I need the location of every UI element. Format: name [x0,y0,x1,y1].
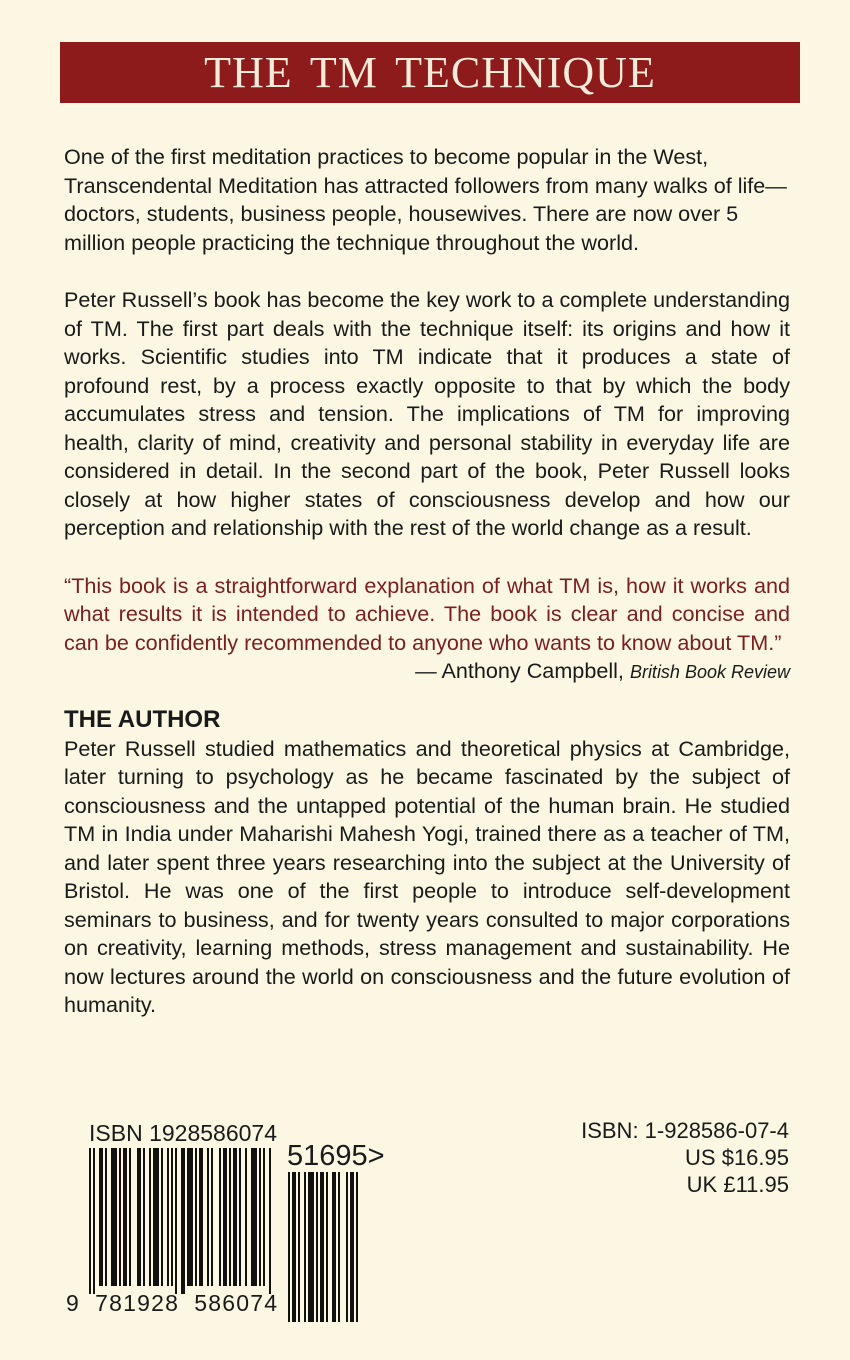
barcode-bar [99,1148,103,1286]
barcode-bar [149,1148,151,1286]
uk-price: UK £11.95 [686,1172,789,1197]
review-source: British Book Review [629,662,790,682]
review-quote: “This book is a straightforward explanation of what TM is, how it works and what results it is intended to achieve. The book is clear and concise and can be confidently recommended to anyone who wants to know about TM.” [64,572,790,655]
barcode-bar [332,1172,336,1322]
barcode-bar [187,1148,193,1286]
barcode-bar [137,1148,141,1286]
barcode-bar [233,1148,237,1286]
price-addon-code: 51695> [287,1140,385,1172]
barcode-bar [175,1148,177,1294]
barcode-bar [195,1148,197,1286]
barcode-bar [207,1148,209,1286]
review-attribution [64,657,790,687]
barcode-bar [219,1148,221,1286]
title-banner [60,42,800,103]
barcode-bar [153,1148,159,1286]
barcode-bar [111,1148,117,1286]
barcode-bar [269,1148,271,1294]
barcode-bar [298,1172,300,1322]
barcode-bar [167,1148,169,1286]
intro-paragraph: One of the first meditation practices to become popular in the West, Transcendental Meditation has attracted followers from many walks of life—doctors, students, business people, housewives. There are now over 5 million people practicing the technique throughout the world. [64,144,787,255]
barcode-bar [245,1148,247,1286]
barcode-bar [259,1148,261,1286]
barcode-bar [181,1148,185,1294]
barcode-bar [105,1148,107,1286]
barcode-bar [350,1172,354,1322]
back-cover-text [64,143,790,1020]
price-block [581,1117,789,1198]
barcode-isbn-label: ISBN 1928586074 [89,1120,277,1146]
barcode-digits: 9 781928 586074 [66,1290,279,1316]
book-title: THE TM TECHNIQUE [204,48,656,97]
barcode-bar [292,1172,296,1322]
barcode-bar [346,1172,348,1322]
barcode-bar [320,1172,324,1322]
author-heading: THE AUTHOR [64,705,221,733]
barcode-bar [316,1172,318,1322]
isbn-number: ISBN: 1-928586-07-4 [581,1118,789,1143]
barcode-bar [119,1148,121,1286]
barcode-bar [129,1148,131,1286]
us-price: US $16.95 [685,1145,789,1170]
barcode-bar [211,1148,213,1286]
review-author: — Anthony Campbell, [415,658,624,683]
barcode-bar [93,1148,95,1294]
barcode-bar [239,1148,241,1286]
barcode-bar [161,1148,163,1286]
barcode-bar [304,1172,306,1322]
barcode-bar [223,1148,227,1286]
description-paragraph: Peter Russell’s book has become the key work to a complete understanding of TM. The first part deals with the technique itself: its origins and how it works. Scientific studies into TM indicate that it produces a state of profound rest, by a process exactly opposite to that by which the body accumulates stress and tension. The implications of TM for improving health, clarity of mind, creativity and personal stability in everyday life are considered in detail. In the second part of the book, Peter Russell looks closely at how higher states of consciousness develop and how our perception and relationship with the rest of the world change as a result. [64,287,790,540]
barcode-bar [251,1148,257,1286]
barcode-bar [263,1148,265,1286]
barcode-bar [171,1148,173,1286]
barcode-bar [288,1172,290,1322]
barcode-bar [338,1172,340,1322]
barcode-bar [356,1172,358,1322]
barcode-bar [143,1148,145,1286]
barcode-bar [123,1148,127,1286]
barcode-bar [326,1172,328,1322]
barcode-bar [89,1148,91,1294]
author-bio: Peter Russell studied mathematics and theoretical physics at Cambridge, later turning to psychology as he became fascinated by the subject of consciousness and the untapped potential of the human brain. He studied TM in India under Maharishi Mahesh Yogi, trained there as a teacher of TM, and later spent three years researching into the subject at the University of Bristol. He was one of the first people to introduce self-development seminars to business, and for twenty years consulted to major corporations on creativity, learning methods, stress management and sustainability. He now lectures around the world on consciousness and the future evolution of humanity. [64,735,790,1017]
barcode-bar [308,1172,314,1322]
isbn-barcode [89,1148,271,1294]
barcode-bar [229,1148,231,1286]
barcode-bar [199,1148,203,1286]
addon-barcode [288,1172,386,1322]
